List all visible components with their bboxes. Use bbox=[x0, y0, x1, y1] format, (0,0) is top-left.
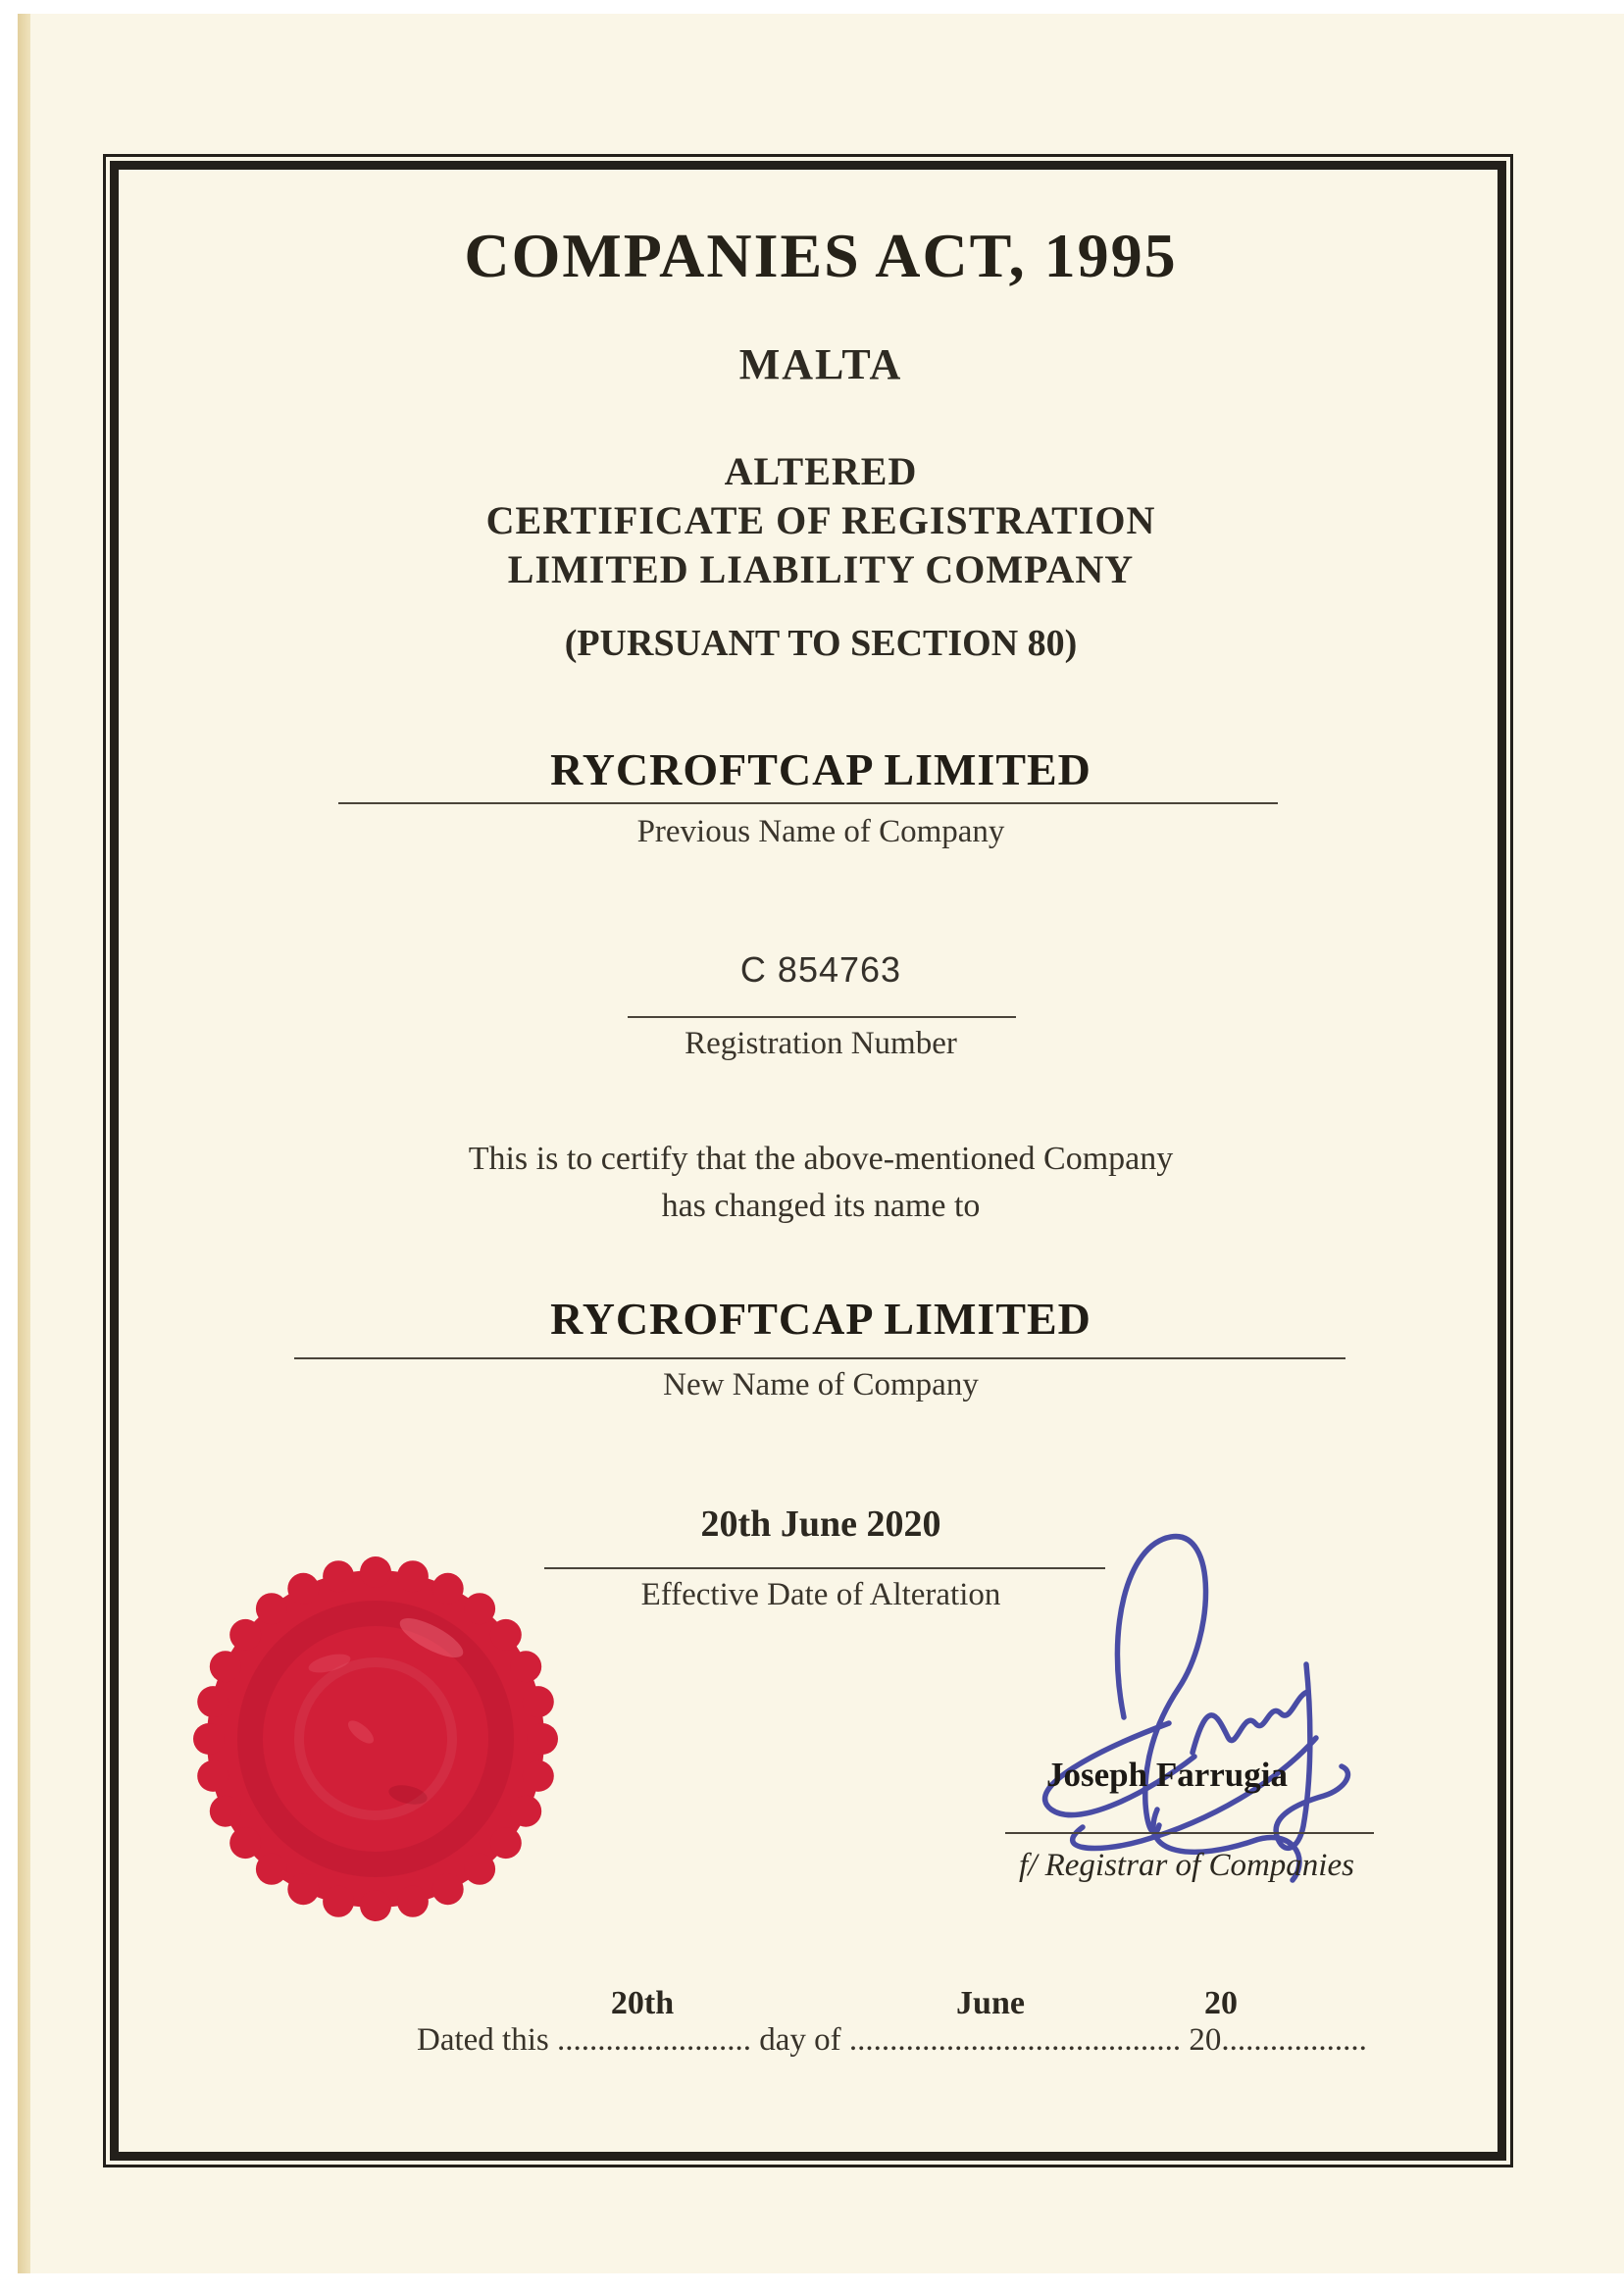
dated-month-value: June bbox=[956, 1985, 1025, 2021]
registration-number-underline bbox=[628, 1016, 1016, 1018]
signatory-title: f/ Registrar of Companies bbox=[1019, 1848, 1354, 1883]
signature-underline bbox=[1005, 1832, 1374, 1834]
signatory-name: Joseph Farrugia bbox=[1046, 1756, 1288, 1794]
dated-day-value: 20th bbox=[610, 1985, 675, 2021]
registration-number: C 854763 bbox=[739, 949, 902, 990]
registration-number-label: Registration Number bbox=[685, 1026, 957, 1061]
previous-company-name: RYCROFTCAP LIMITED bbox=[550, 744, 1091, 794]
dated-year-value: 20 bbox=[1204, 1985, 1238, 2021]
certificate-type-line3: LIMITED LIABILITY COMPANY bbox=[507, 547, 1135, 591]
previous-name-label: Previous Name of Company bbox=[636, 814, 1005, 849]
certificate-type-line1: ALTERED bbox=[724, 449, 918, 493]
new-name-label: New Name of Company bbox=[663, 1367, 979, 1402]
certificate-type-line2: CERTIFICATE OF REGISTRATION bbox=[485, 498, 1156, 542]
certify-statement-line1: This is to certify that the above-mentioned Company bbox=[468, 1141, 1174, 1177]
country-title: MALTA bbox=[738, 340, 903, 388]
dated-fill-line: Dated this ........................ day of ......................................... 20.................. bbox=[417, 2022, 1367, 2058]
pursuant-heading: (PURSUANT TO SECTION 80) bbox=[564, 623, 1078, 664]
certificate-paper bbox=[18, 14, 1624, 2273]
effective-date-label: Effective Date of Alteration bbox=[640, 1577, 1001, 1612]
act-title: COMPANIES ACT, 1995 bbox=[464, 221, 1178, 290]
certificate-type-heading bbox=[18, 447, 1624, 594]
certify-statement-line2: has changed its name to bbox=[661, 1187, 981, 1224]
effective-date: 20th June 2020 bbox=[700, 1504, 941, 1545]
previous-name-underline bbox=[338, 802, 1278, 804]
new-company-name: RYCROFTCAP LIMITED bbox=[550, 1294, 1091, 1344]
registrar-seal bbox=[184, 1548, 567, 1930]
certify-statement bbox=[18, 1136, 1624, 1229]
new-name-underline bbox=[294, 1357, 1345, 1359]
